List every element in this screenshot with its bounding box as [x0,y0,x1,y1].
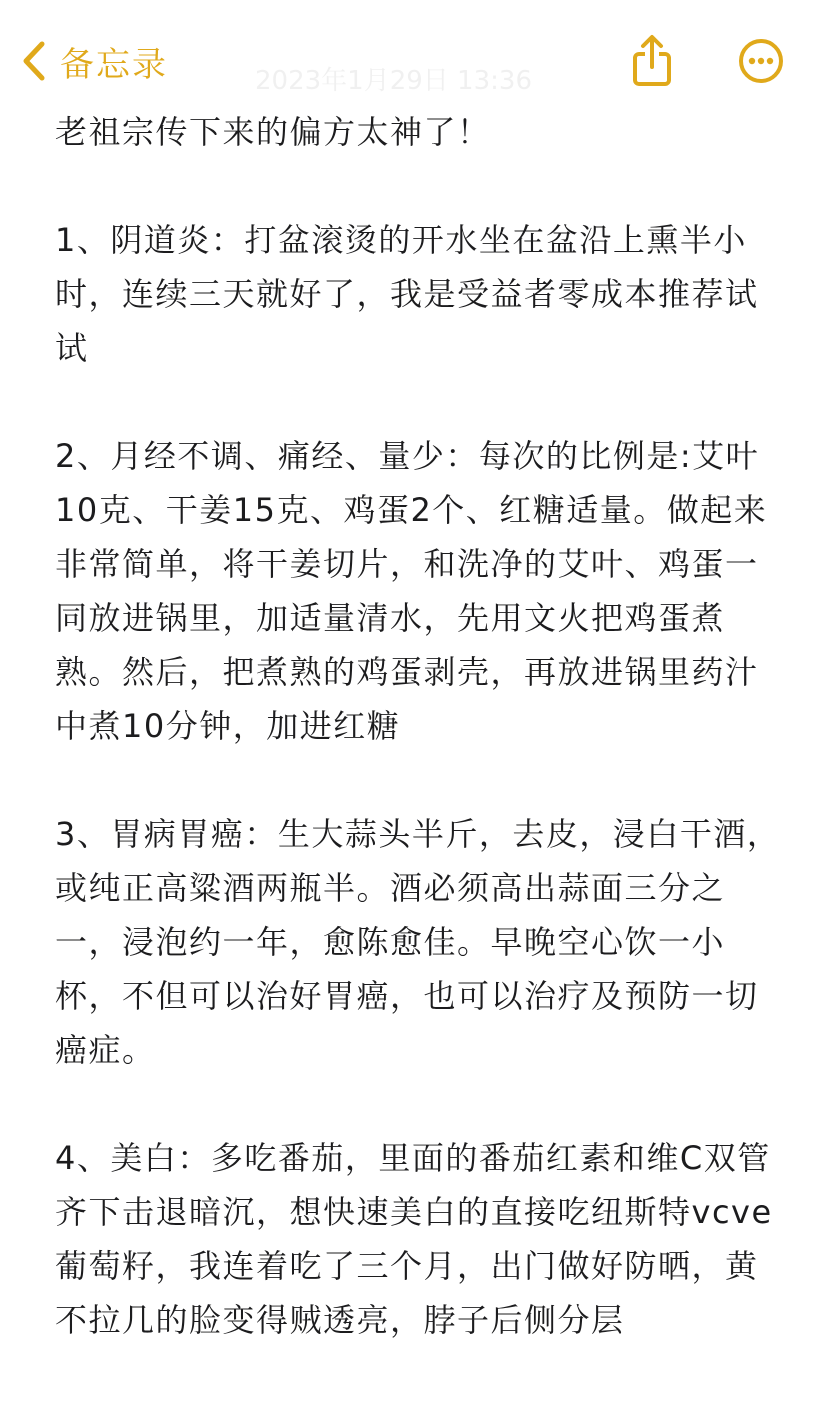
note-paragraph: 1、阴道炎：打盆滚烫的开水坐在盆沿上熏半小时，连续三天就好了，我是受益者零成本推荐试试 [55,221,759,367]
share-button[interactable] [628,34,676,86]
chevron-left-icon [22,41,46,81]
note-body[interactable] [55,105,785,1401]
more-icon [738,69,784,88]
note-paragraph: 4、美白：多吃番茄，里面的番茄红素和维C双管齐下击退暗沉，想快速美白的直接吃纽斯特vcve葡萄籽，我连着吃了三个月，出门做好防晒，黄不拉几的脸变得贼透亮，脖子后侧分层 [55,1139,773,1339]
more-button[interactable] [738,38,784,84]
note-paragraph: 3、胃病胃癌：生大蒜头半斤，去皮，浸白干酒，或纯正高粱酒两瓶半。酒必须高出蒜面三分之一，浸泡约一年，愈陈愈佳。早晚空心饮一小杯，不但可以治好胃癌，也可以治疗及预防一切癌症。 [55,815,781,1069]
navigation-bar [0,0,828,110]
share-icon [628,71,676,90]
note-title: 老祖宗传下来的偏方太神了！ [55,113,491,151]
note-paragraph: 2、月经不调、痛经、量少：每次的比例是:艾叶10克、干姜15克、鸡蛋2个、红糖适量。做起来非常简单，将干姜切片，和洗净的艾叶、鸡蛋一同放进锅里，加适量清水，先用文火把鸡蛋煮熟。然后，把煮熟的鸡蛋剥壳，再放进锅里药汁中煮10分钟，加进红糖 [55,437,768,745]
back-button[interactable] [22,38,168,84]
note-date: 2023年1月29日 13:36 [255,66,532,96]
back-label: 备忘录 [60,44,168,85]
